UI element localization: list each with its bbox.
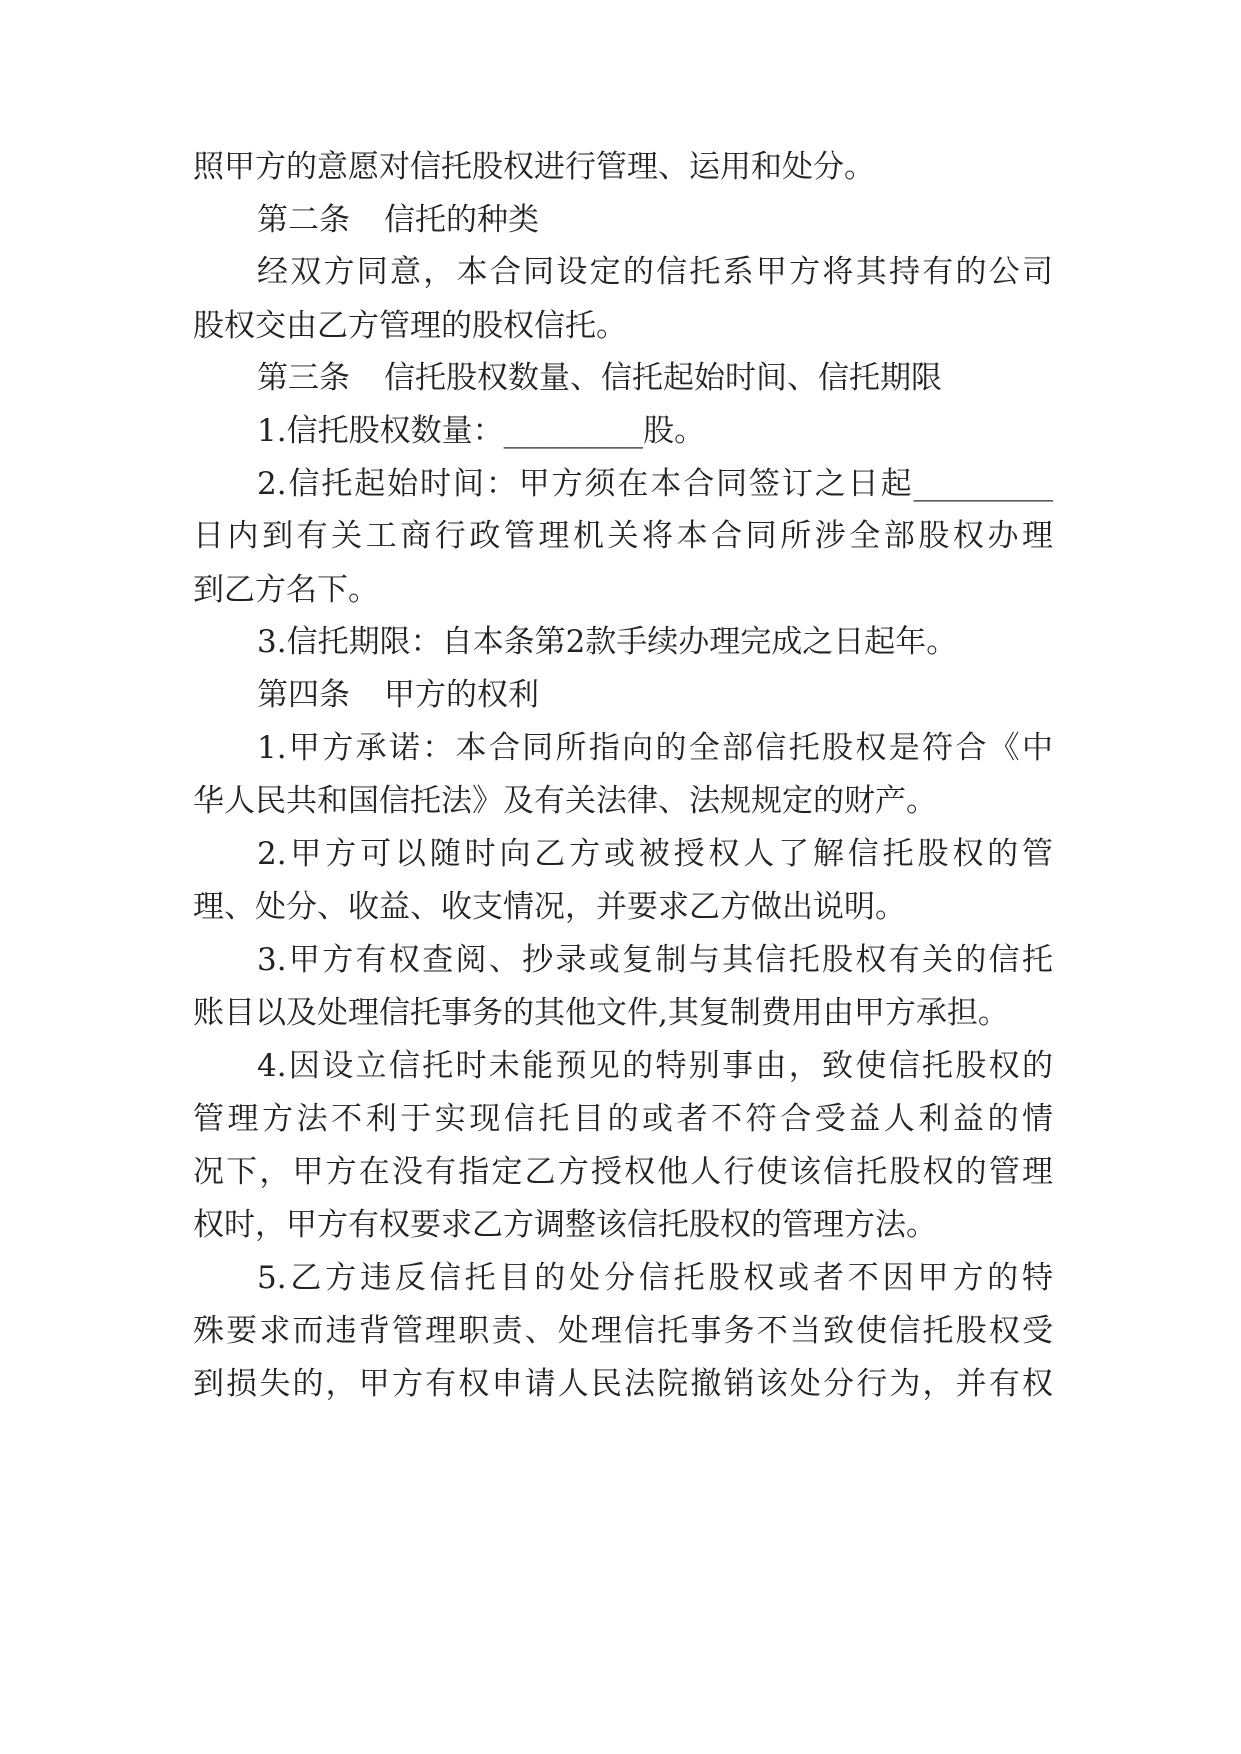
article-number: 第二条: [257, 202, 350, 238]
paragraph-line: 照甲方的意愿对信托股权进行管理、运用和处分。: [193, 149, 875, 185]
paragraph-line: 账目以及处理信托事务的其他文件,其复制费用由甲方承担。: [193, 995, 1009, 1031]
clause-line: 1.甲方承诺：本合同所指向的全部信托股权是符合《中: [257, 730, 1053, 766]
article-title: 信托的种类: [384, 202, 539, 238]
article-title: 信托股权数量、信托起始时间、信托期限: [384, 360, 942, 396]
paragraph-line: 股权交由乙方管理的股权信托。: [193, 308, 627, 344]
article-heading: [257, 358, 1053, 398]
paragraph-line: 理、处分、收益、收支情况，并要求乙方做出说明。: [193, 889, 906, 925]
clause-line: 5.乙方违反信托目的处分信托股权或者不因甲方的特: [257, 1260, 1053, 1296]
paragraph-line: 权时，甲方有权要求乙方调整该信托股权的管理方法。: [193, 1207, 937, 1243]
clause-line: 3.甲方有权查阅、抄录或复制与其信托股权有关的信托: [257, 942, 1053, 978]
article-number: 第三条: [257, 360, 350, 396]
paragraph-line: 况下，甲方在没有指定乙方授权他人行使该信托股权的管理: [193, 1154, 1053, 1190]
paragraph-line: 日内到有关工商行政管理机关将本合同所涉全部股权办理: [193, 518, 1053, 554]
paragraph-line: 殊要求而违背管理职责、处理信托事务不当致使信托股权受: [193, 1313, 1053, 1349]
article-heading: [257, 675, 1053, 715]
paragraph-line: 华人民共和国信托法》及有关法律、法规规定的财产。: [193, 783, 937, 819]
clause-line: 3.信托期限：自本条第2款手续办理完成之日起年。: [257, 624, 958, 660]
clause-line: 2.甲方可以随时向乙方或被授权人了解信托股权的管: [257, 836, 1053, 872]
paragraph-line: 管理方法不利于实现信托目的或者不符合受益人利益的情: [193, 1101, 1053, 1137]
clause-line: 4.因设立信托时未能预见的特别事由，致使信托股权的: [257, 1048, 1053, 1084]
article-number: 第四条: [257, 677, 350, 713]
paragraph-line: 到乙方名下。: [193, 572, 379, 608]
paragraph-line: 经双方同意，本合同设定的信托系甲方将其持有的公司: [257, 254, 1053, 290]
clause-line: 1.信托股权数量：_________股。: [257, 413, 706, 449]
article-heading: [257, 200, 1053, 240]
paragraph-line: 到损失的，甲方有权申请人民法院撤销该处分行为，并有权: [193, 1366, 1053, 1402]
clause-line: 2.信托起始时间：甲方须在本合同签订之日起_________: [257, 466, 1053, 502]
article-title: 甲方的权利: [384, 677, 539, 713]
